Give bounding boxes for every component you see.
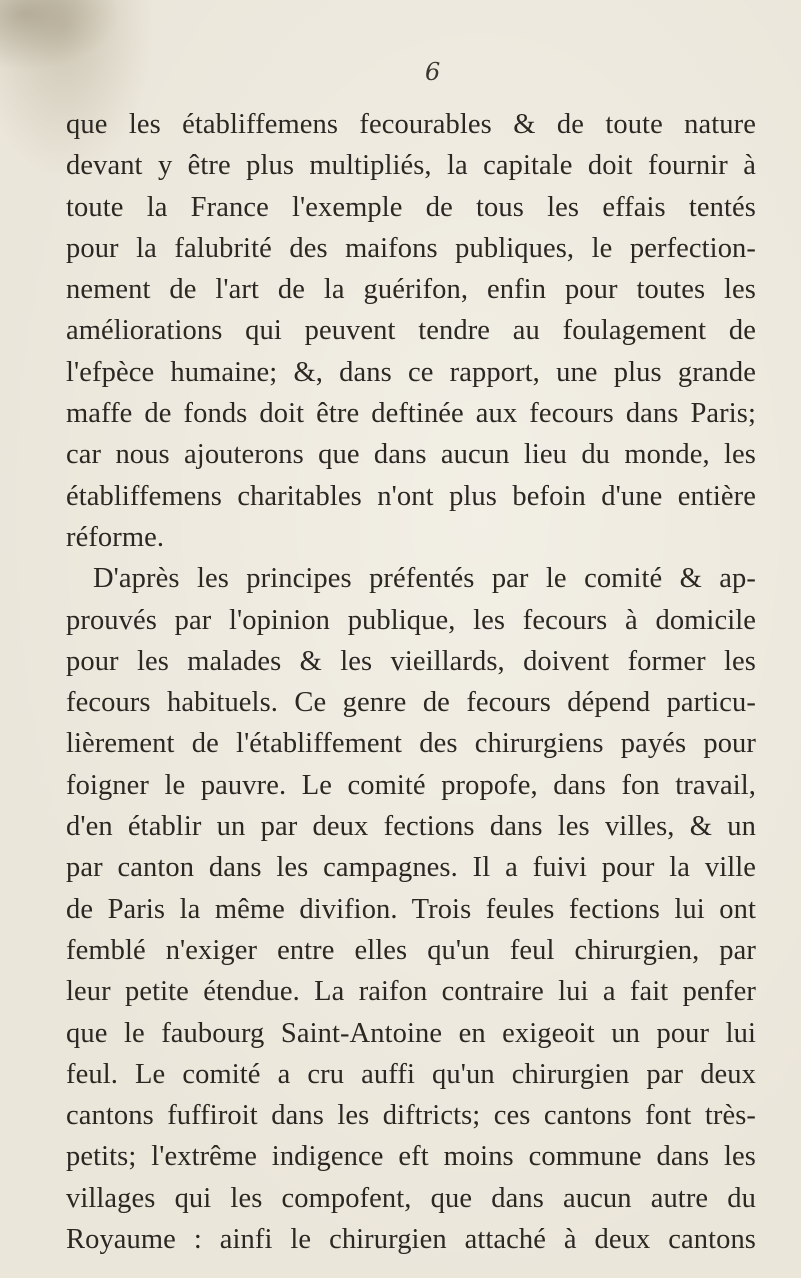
- text-line: toute la France l'exemple de tous les effais tentés: [66, 191, 756, 223]
- text-line: établiffemens charitables n'ont plus befoin d'une entière: [66, 480, 756, 512]
- text-line: femblé n'exiger entre elles qu'un feul chirurgien, par: [66, 934, 756, 966]
- text-line: petits; l'extrême indigence eft moins commune dans les: [66, 1141, 756, 1173]
- text-line: lièrement de l'établiffement des chirurgiens payés pour: [66, 728, 756, 760]
- page-stain: [0, 0, 120, 70]
- text-line: cantons fuffiroit dans les diftricts; ces cantons font très-: [66, 1100, 756, 1132]
- text-line: villages qui les compofent, que dans aucun autre du: [66, 1182, 756, 1214]
- text-line: réforme.: [66, 521, 165, 553]
- text-line: pour les malades & les vieillards, doivent former les: [66, 645, 756, 677]
- text-line: nement de l'art de la guérifon, enfin pour toutes les: [66, 274, 756, 306]
- body-text: [66, 104, 756, 1260]
- text-line: D'après les principes préfentés par le comité & ap-: [93, 563, 756, 595]
- text-line: fecours habituels. Ce genre de fecours dépend particu-: [66, 687, 756, 719]
- page-number: 6: [425, 58, 441, 86]
- text-line: leur petite étendue. La raifon contraire lui a fait penfer: [66, 976, 756, 1008]
- text-line: pour la falubrité des maifons publiques, le perfection-: [66, 232, 756, 264]
- text-line: que le faubourg Saint-Antoine en exigeoit un pour lui: [66, 1017, 756, 1049]
- text-line: de Paris la même divifion. Trois feules fections lui ont: [66, 893, 756, 925]
- text-line: feul. Le comité a cru auffi qu'un chirurgien par deux: [66, 1058, 756, 1090]
- text-line: l'efpèce humaine; &, dans ce rapport, une plus grande: [66, 356, 756, 388]
- text-line: d'en établir un par deux fections dans les villes, & un: [66, 811, 756, 843]
- text-line: maffe de fonds doit être deftinée aux fecours dans Paris;: [66, 398, 756, 430]
- text-line: Royaume : ainfi le chirurgien attaché à deux cantons: [66, 1224, 756, 1256]
- text-line: car nous ajouterons que dans aucun lieu du monde, les: [66, 439, 756, 471]
- text-line: par canton dans les campagnes. Il a fuivi pour la ville: [66, 852, 756, 884]
- text-line: que les établiffemens fecourables & de toute nature: [66, 109, 756, 140]
- text-line: foigner le pauvre. Le comité propofe, dans fon travail,: [66, 769, 756, 801]
- text-line: prouvés par l'opinion publique, les fecours à domicile: [66, 604, 756, 636]
- text-line: devant y être plus multipliés, la capitale doit fournir à: [66, 150, 756, 182]
- text-line: améliorations qui peuvent tendre au foulagement de: [66, 315, 756, 347]
